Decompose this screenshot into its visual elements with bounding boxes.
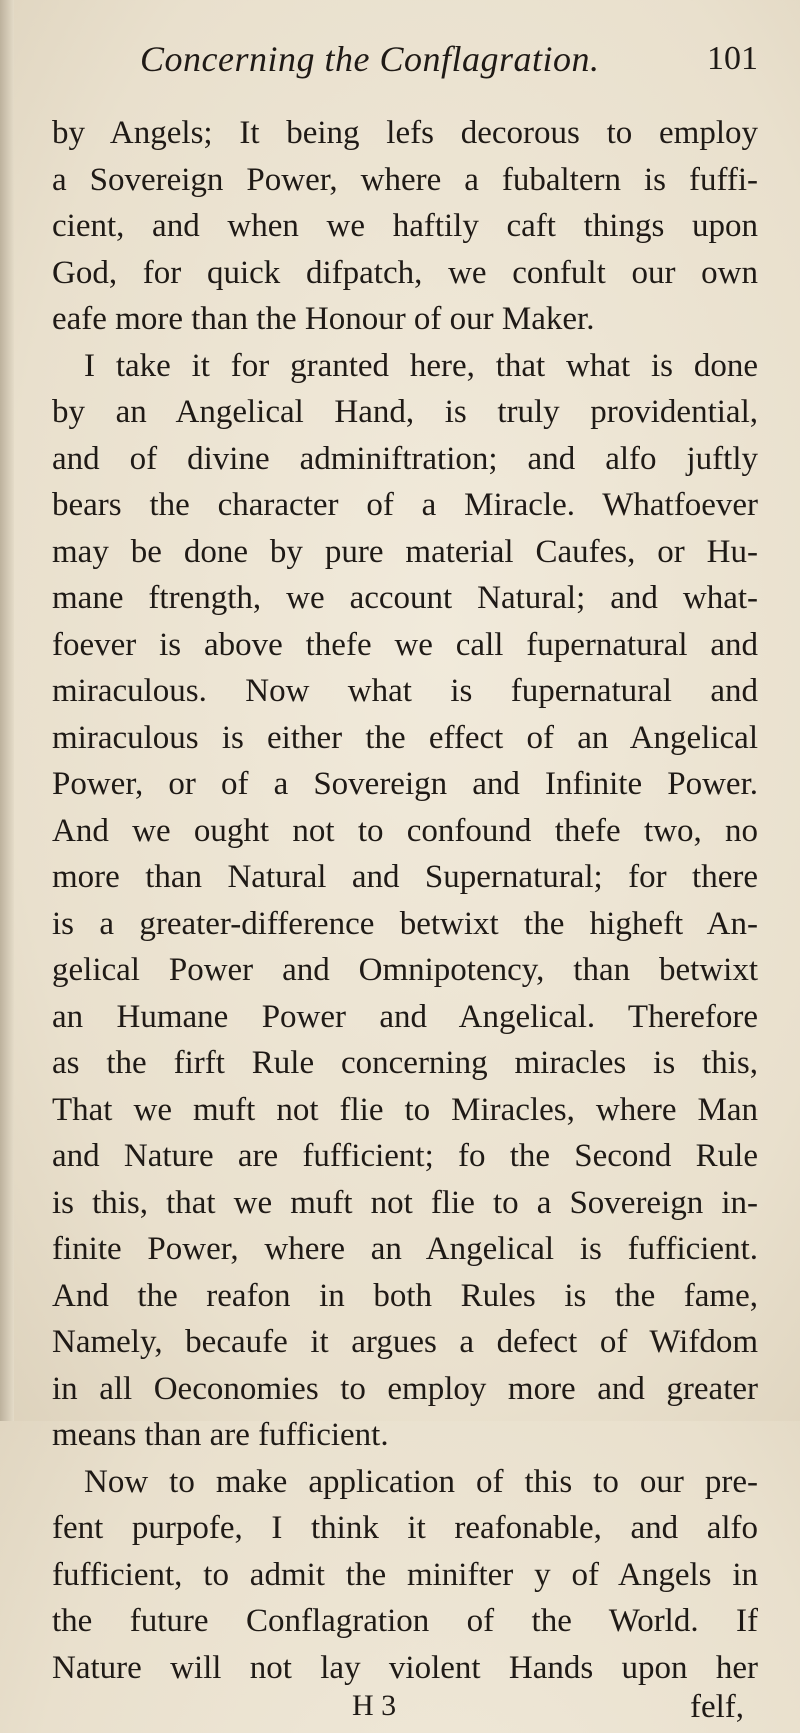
text-line: fent purpofe, I think it reafonable, and alfo — [52, 1510, 758, 1546]
text-line: more than Natural and Supernatural; for there — [52, 859, 758, 895]
body-text — [52, 110, 758, 1691]
text-line: That we muft not flie to Miracles, where Man — [52, 1091, 758, 1128]
text-line: means than are fufficient. — [52, 1417, 389, 1453]
text-line: Nature will not lay violent Hands upon her — [52, 1649, 758, 1686]
text-line: miraculous. Now what is fupernatural and — [52, 673, 758, 709]
text-line: as the firft Rule concerning miracles is this, — [52, 1045, 758, 1081]
catchword: felf, — [689, 1689, 744, 1725]
text-line: is a greater-difference betwixt the higheft An- — [52, 905, 758, 942]
text-line: God, for quick difpatch, we confult our own — [52, 254, 758, 291]
catchline — [52, 1689, 758, 1733]
text-line: by Angels; It being lefs decorous to employ — [52, 115, 758, 151]
book-page — [52, 38, 758, 1733]
text-line: fufficient, to admit the minifter y of Angels in — [52, 1556, 758, 1593]
signature-mark: H 3 — [352, 1689, 397, 1722]
running-head-title: Concerning the Conflagration. — [140, 39, 600, 79]
text-line: Power, or of a Sovereign and Infinite Power. — [52, 766, 758, 802]
text-line: miraculous is either the effect of an Angelical — [52, 719, 758, 756]
text-line: And we ought not to confound thefe two, no — [52, 812, 758, 849]
text-line: by an Angelical Hand, is truly providential, — [52, 394, 758, 430]
text-line: I take it for granted here, that what is done — [84, 347, 758, 384]
text-line: and Nature are fufficient; fo the Second Rule — [52, 1138, 758, 1174]
text-line: is this, that we muft not flie to a Sovereign in- — [52, 1184, 758, 1221]
text-line: an Humane Power and Angelical. Therefore — [52, 998, 758, 1035]
text-line: the future Conflagration of the World. If — [52, 1603, 758, 1639]
text-line: Now to make application of this to our pre- — [84, 1463, 758, 1500]
text-line: finite Power, where an Angelical is fufficient. — [52, 1231, 758, 1267]
text-line: cient, and when we haftily caft things upon — [52, 208, 758, 244]
text-line: foever is above thefe we call fupernatural and — [52, 626, 758, 663]
text-line: Namely, becaufe it argues a defect of Wifdom — [52, 1324, 758, 1360]
text-line: And the reafon in both Rules is the fame, — [52, 1277, 758, 1314]
text-line: in all Oeconomies to employ more and greater — [52, 1370, 758, 1407]
text-line: eafe more than the Honour of our Maker. — [52, 301, 595, 337]
text-line: may be done by pure material Caufes, or Hu- — [52, 533, 758, 570]
book-gutter-shadow — [0, 0, 14, 1421]
text-line: bears the character of a Miracle. Whatfoever — [52, 487, 758, 523]
text-line: a Sovereign Power, where a fubaltern is fuffi- — [52, 161, 758, 198]
text-line: mane ftrength, we account Natural; and what- — [52, 580, 758, 616]
running-head — [52, 38, 758, 98]
text-line: and of divine adminiftration; and alfo juftly — [52, 440, 758, 477]
page-number: 101 — [707, 40, 758, 77]
text-line: gelical Power and Omnipotency, than betwixt — [52, 952, 758, 988]
